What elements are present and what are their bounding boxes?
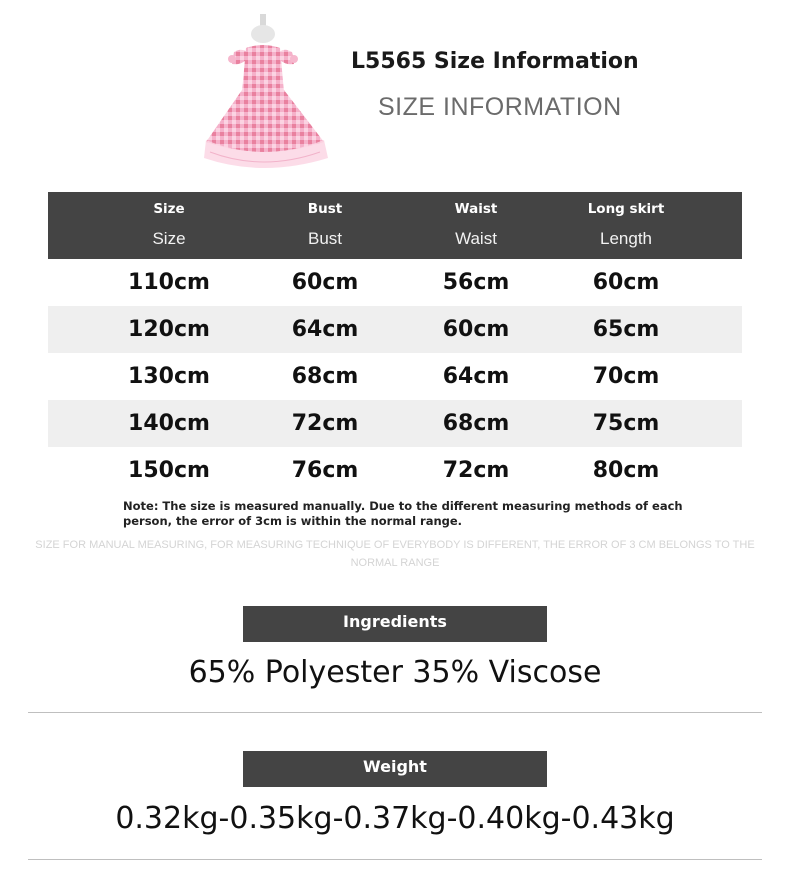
ingredients-label: Ingredients — [243, 606, 547, 642]
table-cell: 76cm — [291, 458, 359, 483]
size-table — [48, 192, 742, 494]
header-label: Size — [153, 201, 185, 217]
table-cell: 64cm — [442, 364, 510, 389]
table-cell: 75cm — [592, 411, 660, 436]
divider — [28, 712, 762, 713]
size-table-header — [48, 192, 742, 259]
table-cell: 60cm — [291, 270, 359, 295]
table-cell: 64cm — [291, 317, 359, 342]
table-cell: 60cm — [442, 317, 510, 342]
faint-note: SIZE FOR MANUAL MEASURING, FOR MEASURING TECHNIQUE OF EVERYBODY IS DIFFERENT, THE ERROR OF 3 CM BELONGS TO THE NORMAL RANGE — [35, 539, 755, 569]
note-line-1: Note: The size is measured manually. Due to the different measuring methods of each — [123, 499, 683, 513]
size-table-body — [48, 259, 742, 494]
table-cell: 150cm — [128, 458, 210, 483]
header-sub-label: Size — [152, 229, 186, 248]
table-cell: 72cm — [291, 411, 359, 436]
page-title: L5565 Size Information — [351, 49, 639, 74]
table-row — [48, 353, 742, 400]
table-cell: 72cm — [442, 458, 510, 483]
table-row — [48, 447, 742, 494]
table-row — [48, 259, 742, 306]
table-cell: 70cm — [592, 364, 660, 389]
measurement-note — [123, 499, 683, 529]
divider — [28, 859, 762, 860]
header-sub-label: Length — [600, 229, 652, 248]
page-subtitle: SIZE INFORMATION — [378, 93, 622, 121]
table-cell: 68cm — [291, 364, 359, 389]
note-line-2: person, the error of 3cm is within the normal range. — [123, 514, 463, 528]
table-cell: 60cm — [592, 270, 660, 295]
weight-value: 0.32kg-0.35kg-0.37kg-0.40kg-0.43kg — [115, 801, 675, 836]
table-row — [48, 306, 742, 353]
header-label: Long skirt — [587, 201, 665, 217]
header-label: Waist — [454, 201, 498, 217]
table-row — [48, 400, 742, 447]
weight-label: Weight — [243, 751, 547, 787]
dress-product-image — [196, 12, 336, 177]
ingredients-value: 65% Polyester 35% Viscose — [188, 655, 602, 690]
table-cell: 130cm — [128, 364, 210, 389]
table-cell: 140cm — [128, 411, 210, 436]
table-cell: 68cm — [442, 411, 510, 436]
header-sub-label: Waist — [455, 229, 497, 248]
header-sub-label: Bust — [307, 229, 343, 248]
table-cell: 110cm — [128, 270, 210, 295]
table-cell: 65cm — [592, 317, 660, 342]
table-cell: 56cm — [442, 270, 510, 295]
header-label: Bust — [307, 201, 343, 217]
table-cell: 120cm — [128, 317, 210, 342]
table-cell: 80cm — [592, 458, 660, 483]
